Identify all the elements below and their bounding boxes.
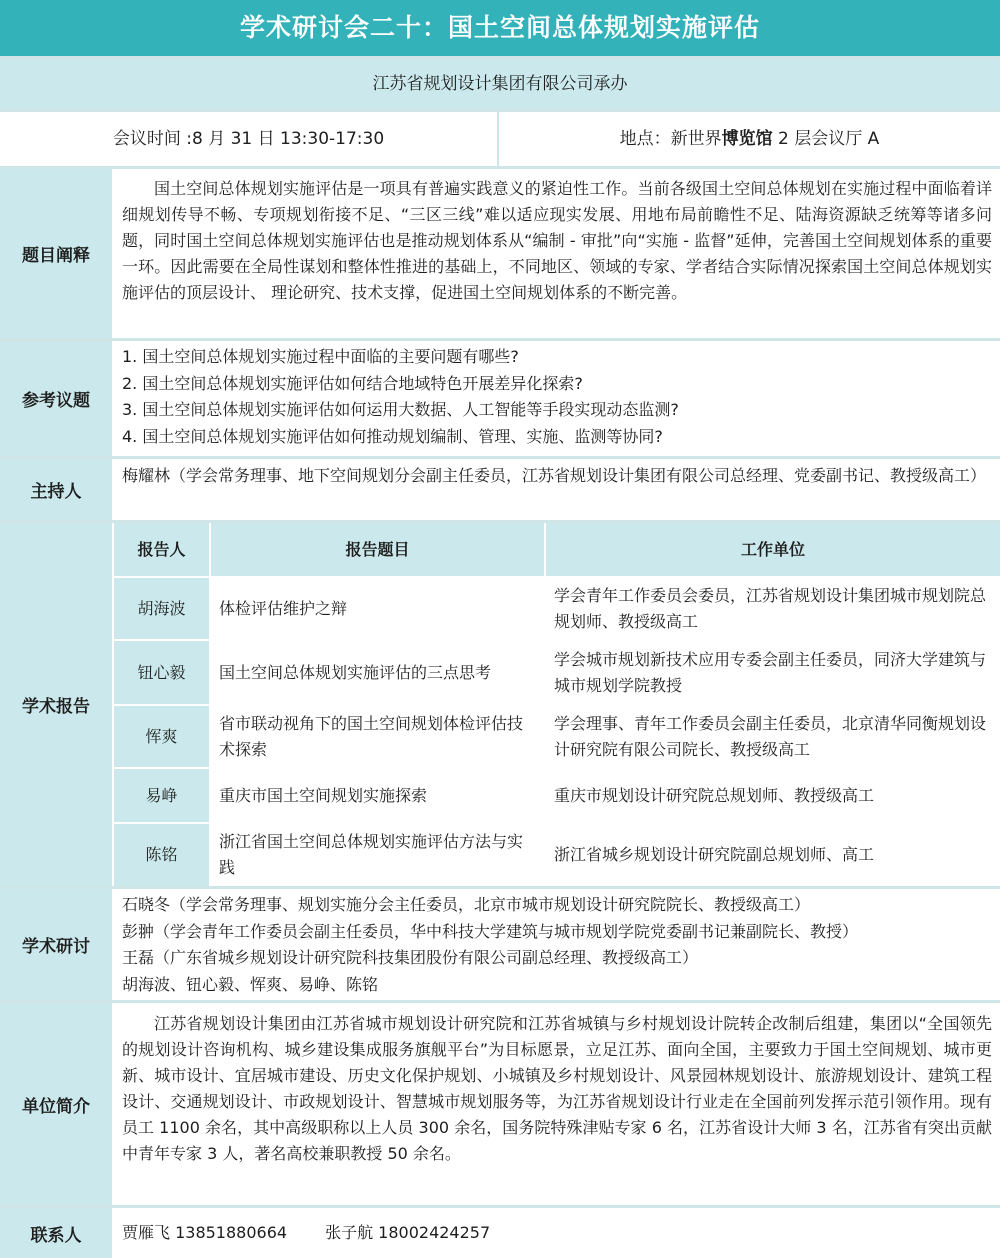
discussion-label: 学术研讨 bbox=[0, 889, 112, 1000]
discussion-list bbox=[114, 889, 1000, 1000]
speaker-name: 胡海波 bbox=[114, 578, 209, 639]
speaker-unit: 学会青年工作委员会委员，江苏省规划设计集团城市规划院总规划师、教授级高工 bbox=[546, 578, 1000, 639]
reports-label: 学术报告 bbox=[0, 523, 112, 886]
list-item: 3. 国土空间总体规划实施评估如何运用大数据、人工智能等手段实现动态监测? bbox=[122, 400, 679, 419]
intro-label: 单位简介 bbox=[0, 1003, 112, 1205]
page-title: 学术研讨会二十：国土空间总体规划实施评估 bbox=[0, 0, 1000, 56]
contact-person-1: 贾雁飞 13851880664 bbox=[122, 1223, 288, 1242]
reference-label: 参考议题 bbox=[0, 341, 112, 456]
meeting-info bbox=[0, 112, 1000, 166]
contact-person-2: 张子航 18002424257 bbox=[325, 1223, 491, 1242]
intro-text: 江苏省规划设计集团由江苏省城市规划设计研究院和江苏省城镇与乡村规划设计院转企改制后组建，集团以“全国领先的规划设计咨询机构、城乡建设集成服务旗舰平台”为目标愿景，立足江苏、面向全国，主要致力于国土空间规划、城市更新、城市设计、宜居城市建设、历史文化保护规划、小城镇及乡村规划设计、风景园林规划设计、旅游规划设计、建筑工程设计、交通规划设计、市政规划设计、智慧城市规划服务等，为江苏省规划设计行业走在全国前列发挥示范引领作用。现有员工 1100 余名，其中高级职称以上人员 300 余名，国务院特殊津贴专家 6 名，江苏省设计大师 3 名，江苏省有突出贡献中青年专家 3 人，著名高校兼职教授 50 余名。 bbox=[122, 1014, 992, 1163]
list-item: 胡海波、钮心毅、恽爽、易峥、陈铭 bbox=[122, 974, 379, 994]
host-label: 主持人 bbox=[0, 459, 112, 520]
report-topic: 体检评估维护之辩 bbox=[211, 578, 544, 639]
list-item: 2. 国土空间总体规划实施评估如何结合地域特色开展差异化探索? bbox=[122, 373, 583, 393]
speaker-name: 陈铭 bbox=[114, 824, 209, 886]
list-item: 彭翀（学会青年工作委员会副主任委员，华中科技大学建筑与城市规划学院党委副书记兼副院长、教授） bbox=[122, 921, 859, 941]
meeting-place bbox=[499, 112, 1000, 166]
contact-label: 联系人 bbox=[0, 1208, 112, 1258]
header-unit: 工作单位 bbox=[546, 523, 1000, 576]
topic-label: 题目阐释 bbox=[0, 169, 112, 338]
meeting-time: 会议时间 :8 月 31 日 13:30-17:30 bbox=[0, 112, 499, 166]
place-venue: 博览馆 bbox=[721, 129, 773, 149]
divider bbox=[0, 109, 1000, 112]
header-speaker: 报告人 bbox=[114, 523, 209, 576]
list-item: 1. 国土空间总体规划实施过程中面临的主要问题有哪些? bbox=[122, 347, 519, 366]
list-item: 王磊（广东省城乡规划设计研究院科技集团股份有限公司副总经理、教授级高工） bbox=[122, 948, 699, 967]
speaker-unit: 学会理事、青年工作委员会副主任委员，北京清华同衡规划设计研究院有限公司院长、教授级高工 bbox=[546, 706, 1000, 767]
report-topic: 浙江省国土空间总体规划实施评估方法与实践 bbox=[211, 824, 544, 886]
report-topic: 省市联动视角下的国土空间规划体检评估技术探索 bbox=[211, 706, 544, 767]
list-item: 石晓冬（学会常务理事、规划实施分会主任委员，北京市城市规划设计研究院院长、教授级高工） bbox=[122, 895, 811, 914]
speaker-unit: 浙江省城乡规划设计研究院副总规划师、高工 bbox=[546, 824, 1000, 886]
intro-description bbox=[114, 1003, 1000, 1205]
topic-text: 国土空间总体规划实施评估是一项具有普遍实践意义的紧迫性工作。当前各级国土空间总体规划在实施过程中面临着详细规划传导不畅、专项规划衔接不足、“三区三线”难以适应现实发展、用地布局前瞻性不足、陆海资源缺乏统筹等诸多问题，同时国土空间总体规划实施评估也是推动规划体系从“编制 - 审批”向“实施 - 监督”延伸，完善国土空间规划体系的重要一环。因此需要在全局性谋划和整体性推进的基础上，不同地区、领域的专家、学者结合实际情况探索国土空间总体规划实施评估的顶层设计、 理论研究、技术支撑，促进国土空间规划体系的不断完善。 bbox=[122, 179, 992, 302]
host-text: 梅耀林（学会常务理事、地下空间规划分会副主任委员，江苏省规划设计集团有限公司总经理、党委副书记、教授级高工） bbox=[114, 459, 1000, 520]
topic-description bbox=[114, 169, 1000, 338]
list-item: 4. 国土空间总体规划实施评估如何推动规划编制、管理、实施、监测等协同? bbox=[122, 426, 663, 446]
place-prefix: 地点：新世界 bbox=[619, 129, 722, 149]
place-suffix: 2 层会议厅 A bbox=[772, 129, 880, 149]
speaker-name: 恽爽 bbox=[114, 706, 209, 767]
speaker-unit: 重庆市规划设计研究院总规划师、教授级高工 bbox=[546, 769, 1000, 822]
organizer-line: 江苏省规划设计集团有限公司承办 bbox=[0, 59, 1000, 109]
speaker-unit: 学会城市规划新技术应用专委会副主任委员，同济大学建筑与城市规划学院教授 bbox=[546, 641, 1000, 704]
speaker-name: 易峥 bbox=[114, 769, 209, 822]
report-topic: 重庆市国土空间规划实施探索 bbox=[211, 769, 544, 822]
reports-table bbox=[114, 523, 1000, 886]
header-topic: 报告题目 bbox=[211, 523, 544, 576]
speaker-name: 钮心毅 bbox=[114, 641, 209, 704]
reference-list bbox=[114, 341, 1000, 456]
divider bbox=[0, 56, 1000, 59]
report-topic: 国土空间总体规划实施评估的三点思考 bbox=[211, 641, 544, 704]
contact-info bbox=[114, 1208, 1000, 1258]
